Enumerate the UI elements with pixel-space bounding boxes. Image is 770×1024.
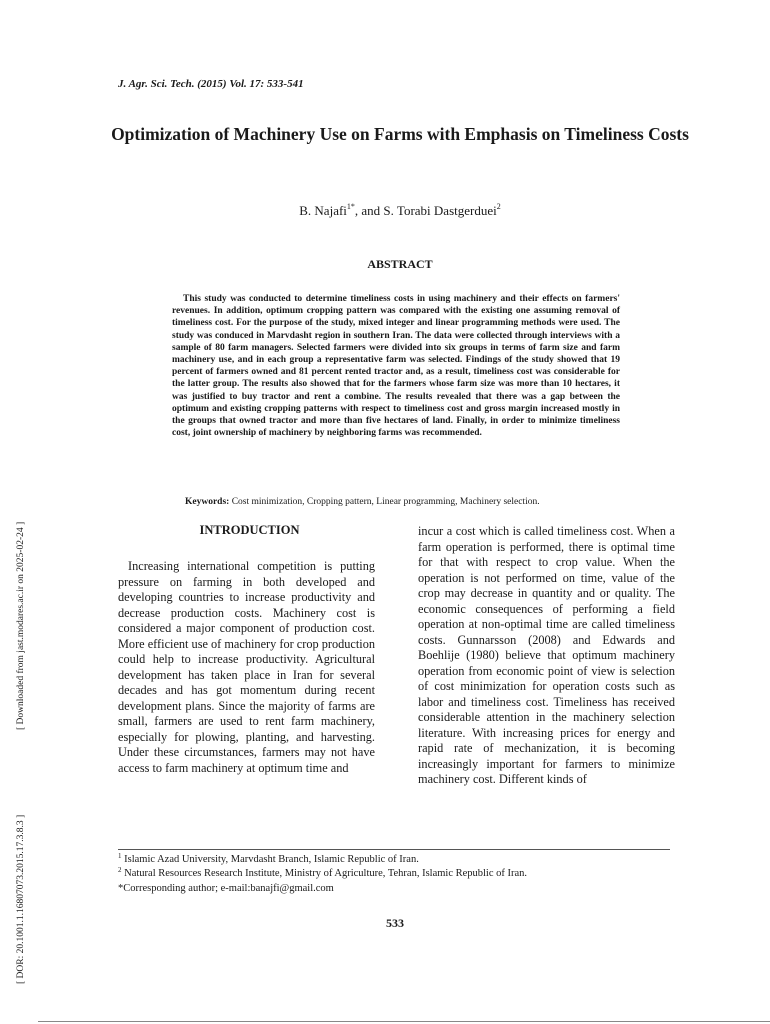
introduction-heading: INTRODUCTION [199,523,300,537]
abstract-body: This study was conducted to determine timeliness costs in using machinery and their effects on farmers' revenues. In addition, optimum cropping pattern was compared with the existing one assuming removal of timeliness cost. For the purpose of the study, mixed integer and linear programming methods were used. The study was conduced in Marvdasht region in southern Iran. The data were collected through interviews with a sample of 80 farm managers. Selected farmers were divided into six groups in terms of farm size and farm machinery use, and in each group a representative farm was selected. Findings of the study showed that 19 percent of farmers owned and 81 percent rented tractor and, as a result, timeliness cost was considerable for the latter group. The results also showed that for the farmers whose farm size was more than 10 hectares, it was justified to buy tractor and rent a combine. The results revealed that there was a gap between the optimum and existing cropping patterns with respect to timeliness cost and gross margin increased mostly in the groups that owned tractor and more than five hectares of land. Finally, in order to minimize timeliness cost, joint ownership of machinery by neighboring farms was recommended. [172,294,620,439]
footnote-2-text: Natural Resources Research Institute, Ministry of Agriculture, Tehran, Islamic Republic of Iran. [121,868,528,879]
page-number: 533 [386,916,404,930]
author-2-affiliation-mark: 2 [496,202,501,211]
corresponding-author-note: *Corresponding author; e-mail:banajfi@gmail.com [118,883,334,894]
paper-title: Optimization of Machinery Use on Farms with Emphasis on Timeliness Costs [111,124,689,144]
abstract-heading: ABSTRACT [367,257,433,271]
footnote-1 [118,853,678,867]
author-2: , and S. Torabi Dastgerduei [354,203,497,218]
keywords-text: Cost minimization, Cropping pattern, Linear programming, Machinery selection. [229,497,540,507]
author-1-affiliation-mark: 1* [346,202,355,211]
footnote-2 [118,867,678,881]
introduction-right-column: incur a cost which is called timeliness cost. When a farm operation is performed, there is optimal time for that with respect to crop value. When the operation is not performed on time, value of the crop may decrease in quantity and or quality. The economic consequences of performing a field operation at non-optimal time are called timeliness costs. Gunnarsson (2008) and Edwards and Boehlije (1980) believe that optimum machinery operation from economic point of view is selection of cost minimization for operation costs such as labor and timeliness cost. Timeliness has received considerable attention in the machinery selection literature. With increasing prices for energy and rapid rate of mechanization, it is becoming increasingly important for farmers to minimize machinery cost. Different kinds of [418,524,675,786]
download-watermark: [ Downloaded from jast.modares.ac.ir on 2025-02-24 ] [16,521,26,730]
footnote-2-mark: 2 [118,866,122,874]
footnote-1-mark: 1 [118,852,122,860]
introduction-left-column: Increasing international competition is putting pressure on farming in both developed and developing countries to increase productivity and decrease production costs. Machinery cost is considered a major component of production cost. More efficient use of machinery for crop production could help to increase productivity. Agricultural development has taken place in Iran for several decades and has got momentum during recent development plans. Since the majority of farms are small, farmers are used to rent farm machinery, especially for plowing, planting, and harvesting. Under these circumstances, farmers may not have access to farm machinery at optimum time and [118,559,375,775]
author-line [100,203,700,219]
keywords-label: Keywords: [185,497,230,507]
author-1: B. Najafi [299,203,347,218]
dor-watermark: [ DOR: 20.1001.1.16807073.2015.17.3.8.3 ] [16,814,26,984]
footnote-1-text: Islamic Azad University, Marvdasht Branch, Islamic Republic of Iran. [121,854,419,865]
journal-reference: J. Agr. Sci. Tech. (2015) Vol. 17: 533-541 [118,78,304,90]
page-bottom-rule [38,1021,770,1022]
footnote-divider [118,849,670,850]
keywords-line [185,497,645,507]
